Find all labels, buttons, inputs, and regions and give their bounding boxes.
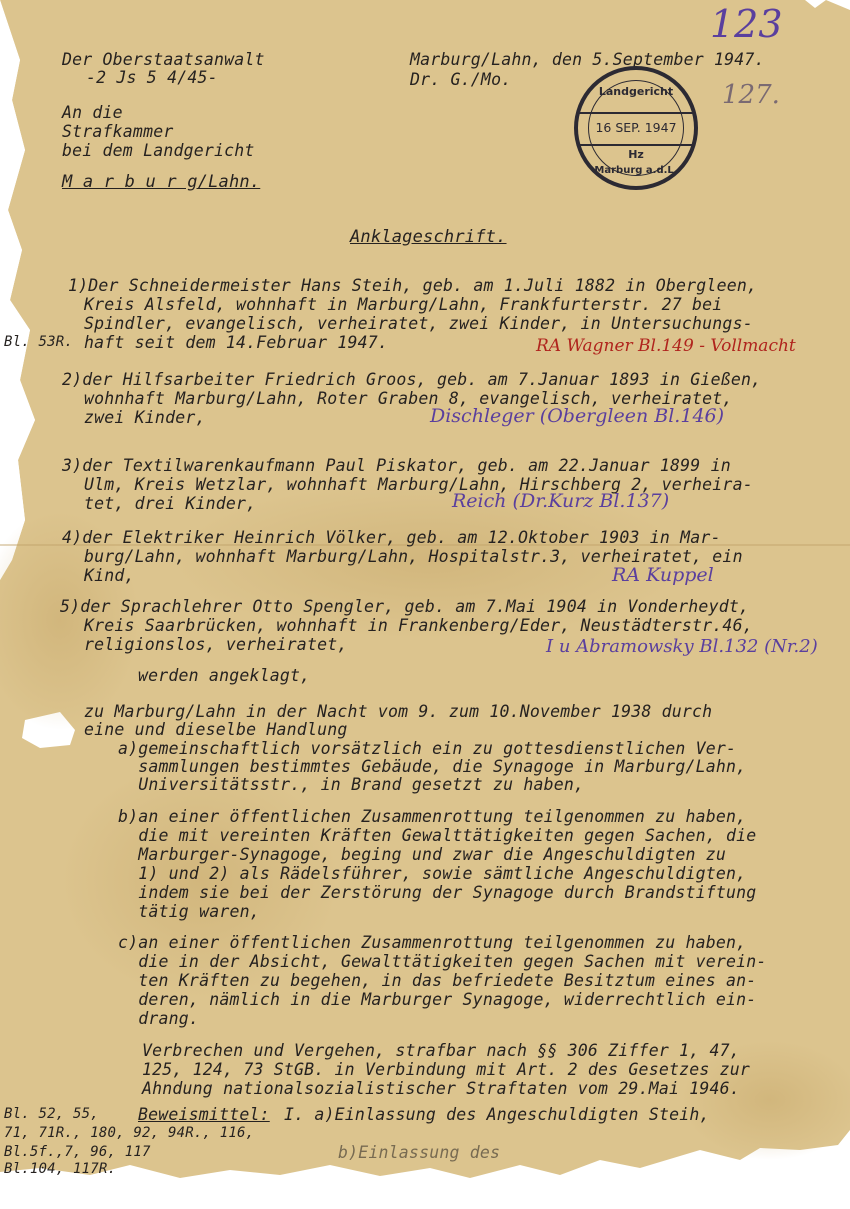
- court-receipt-stamp: [574, 66, 698, 190]
- stamp-date: 16 SEP. 1947: [595, 120, 677, 135]
- charge-c-line: drang.: [118, 1009, 200, 1028]
- stamp-mark: Hz: [628, 148, 644, 161]
- evidence-label: Beweismittel:: [138, 1105, 270, 1124]
- accused-5-line: 5)der Sprachlehrer Otto Spengler, geb. am 7.Mai 1904 in Vonderheydt,: [60, 597, 750, 616]
- authority: Der Oberstaatsanwalt: [62, 50, 265, 69]
- charge-b-line: b)an einer öffentlichen Zusammenrottung teilgenommen zu haben,: [118, 807, 747, 826]
- charge-b-line: Marburger-Synagoge, beging und zwar die Angeschuldigten zu: [118, 845, 727, 864]
- charge-a-line: Universitätsstr., in Brand gesetzt zu haben,: [118, 775, 585, 794]
- offense-line: Verbrechen und Vergehen, strafbar nach §§ 306 Ziffer 1, 47,: [142, 1041, 740, 1060]
- charge-c-line: die in der Absicht, Gewalttätigkeiten gegen Sachen mit verein-: [118, 952, 767, 971]
- archive-number-old: 127.: [722, 80, 780, 110]
- accused-5-line: religionslos, verheiratet,: [84, 635, 348, 654]
- charge-b-line: 1) und 2) als Rädelsführer, sowie sämtliche Angeschuldigten,: [118, 864, 747, 883]
- stamp-court: Landgericht: [598, 85, 674, 98]
- charge-c-line: deren, nämlich in die Marburger Synagoge, widerrechtlich ein-: [118, 990, 757, 1009]
- addressee-line-1: An die: [62, 103, 123, 122]
- offense-line: 125, 124, 73 StGB. in Verbindung mit Art. 2 des Gesetzes zur: [142, 1060, 751, 1079]
- charge-c-line: ten Kräften zu begehen, in das befriedete Besitztum eines an-: [118, 971, 757, 990]
- addressee-city: M a r b u r g/Lahn.: [62, 172, 261, 192]
- accused-2-note: Dischleger (Obergleen Bl.146): [430, 405, 725, 427]
- charged-statement: werden angeklagt,: [138, 666, 311, 685]
- evidence-item: I. a)Einlassung des Angeschuldigten Steih,: [284, 1105, 710, 1124]
- charge-b-line: tätig waren,: [118, 902, 260, 921]
- accused-1-margin: Bl. 53R.: [4, 334, 74, 350]
- accused-2-line: wohnhaft Marburg/Lahn, Roter Graben 8, evangelisch, verheiratet,: [84, 389, 733, 408]
- initials: Dr. G./Mo.: [410, 70, 512, 89]
- accused-2-line: zwei Kinder,: [84, 408, 206, 427]
- accused-1-line: Kreis Alsfeld, wohnhaft in Marburg/Lahn, Frankfurterstr. 27 bei: [84, 295, 723, 314]
- accused-5-line: Kreis Saarbrücken, wohnhaft in Frankenberg/Eder, Neustädterstr.46,: [84, 616, 753, 635]
- accused-4-line: Kind,: [84, 566, 135, 585]
- charge-intro-line: zu Marburg/Lahn in der Nacht vom 9. zum 10.November 1938 durch: [84, 702, 713, 721]
- evidence-item-b: b)Einlassung des: [338, 1143, 501, 1162]
- evidence-margin-ref: Bl. 52, 55,: [4, 1106, 99, 1122]
- evidence-margin-ref: Bl.104, 117R.: [4, 1161, 117, 1177]
- accused-3-line: tet, drei Kinder,: [84, 494, 257, 513]
- accused-3-line: Ulm, Kreis Wetzlar, wohnhaft Marburg/Lahn, Hirschberg 2, verheira-: [84, 475, 753, 494]
- accused-4-line: burg/Lahn, wohnhaft Marburg/Lahn, Hospitalstr.3, verheiratet, ein: [84, 547, 743, 566]
- addressee-line-2: Strafkammer: [62, 122, 174, 141]
- charge-b-line: indem sie bei der Zerstörung der Synagoge durch Brandstiftung: [118, 883, 757, 902]
- offense-line: Ahndung nationalsozialistischer Straftaten vom 29.Mai 1946.: [142, 1079, 740, 1098]
- stamp-bar-top: [578, 112, 694, 114]
- charge-intro-line: eine und dieselbe Handlung: [84, 720, 348, 739]
- stamp-place: Marburg a.d.L.: [594, 165, 678, 176]
- accused-3-note: Reich (Dr.Kurz Bl.137): [452, 490, 670, 512]
- stamp-bar-bottom: [578, 144, 694, 146]
- evidence-margin-ref: 71, 71R., 180, 92, 94R., 116,: [4, 1125, 255, 1141]
- charge-a-line: sammlungen bestimmtes Gebäude, die Synagoge in Marburg/Lahn,: [118, 757, 747, 776]
- file-reference: -2 Js 5 4/45-: [86, 68, 218, 87]
- accused-2-line: 2)der Hilfsarbeiter Friedrich Groos, geb. am 7.Januar 1893 in Gießen,: [62, 370, 762, 389]
- accused-1-line: haft seit dem 14.Februar 1947.: [84, 333, 389, 352]
- charge-a-line: a)gemeinschaftlich vorsätzlich ein zu gottesdienstlichen Ver-: [118, 739, 737, 758]
- accused-1-line: 1)Der Schneidermeister Hans Steih, geb. am 1.Juli 1882 in Obergleen,: [68, 276, 758, 295]
- accused-4-line: 4)der Elektriker Heinrich Völker, geb. am 12.Oktober 1903 in Mar-: [62, 528, 721, 547]
- addressee-line-3: bei dem Landgericht: [62, 141, 255, 160]
- accused-5-note: I u Abramowsky Bl.132 (Nr.2): [546, 636, 818, 657]
- accused-4-note: RA Kuppel: [612, 564, 714, 586]
- accused-3-line: 3)der Textilwarenkaufmann Paul Piskator, geb. am 22.Januar 1899 in: [62, 456, 731, 475]
- archive-number: 123: [710, 2, 783, 46]
- accused-1-note: RA Wagner Bl.149 - Vollmacht: [536, 336, 796, 356]
- evidence-margin-ref: Bl.5f.,7, 96, 117: [4, 1144, 151, 1160]
- accused-1-line: Spindler, evangelisch, verheiratet, zwei Kinder, in Untersuchungs-: [84, 314, 753, 333]
- document-title: Anklageschrift.: [350, 227, 507, 247]
- charge-b-line: die mit vereinten Kräften Gewalttätigkeiten gegen Sachen, die: [118, 826, 757, 845]
- charge-c-line: c)an einer öffentlichen Zusammenrottung teilgenommen zu haben,: [118, 933, 747, 952]
- place-date: Marburg/Lahn, den 5.September 1947.: [410, 50, 765, 69]
